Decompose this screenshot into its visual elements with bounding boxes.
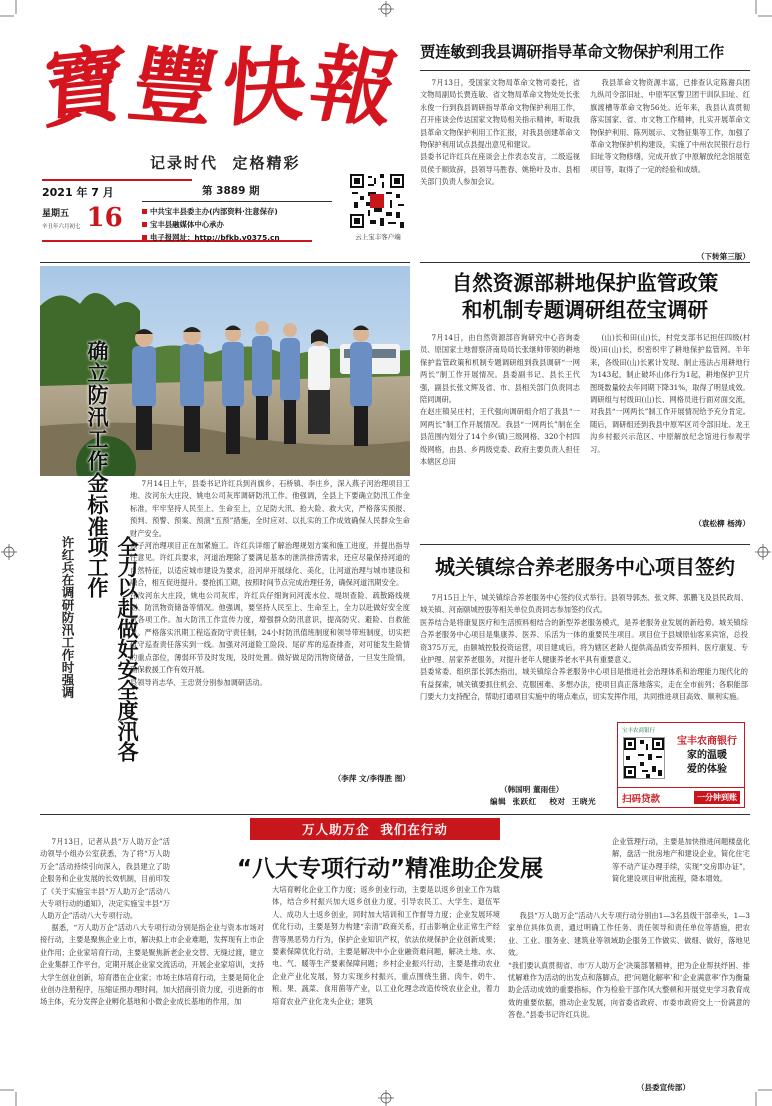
- weekday: 星期五: [42, 209, 70, 219]
- bank-ad-tag-right: 一分钟到账: [694, 791, 740, 804]
- logo-char: 快: [217, 34, 311, 139]
- issue-number: 第 3889 期: [202, 185, 260, 197]
- bank-ad-tag-left: 扫码贷款: [622, 793, 661, 805]
- lunar-date: 辛丑年六月初七: [42, 224, 81, 230]
- bank-ad-line: 爱的体验: [687, 764, 727, 775]
- masthead-slogan: 记录时代 定格精彩: [150, 154, 301, 172]
- logo-char: 報: [301, 33, 408, 139]
- headline-part: 全力以赴做好安全度汛各项工作: [85, 536, 139, 762]
- title-line: 自然资源部耕地保护监管政策: [451, 271, 719, 295]
- section-banner-text: 万人助万企 我们在行动: [302, 822, 448, 837]
- article-land-col1: 7月14日，由自然资源部咨询研究中心咨询委员、原国家土地督察济南局局长张继帅带领的耕地保护监管政策和机制专题调研组到我县调研“一网两长”制工作开展情况。县委副书记、县长王代强，副县长张文辉及省、市、县相关部门负责同志陪同调研。 在赵庄镇吴庄村，王代强向调研组介绍了我县“一网两长”制工作开展情况。我县“一网两长”制在全县范围内划分了14个乡(镇)三级网格、320个村四级网格，由县、乡两级党委、政府主要负责人担任本辖区总田: [420, 333, 580, 467]
- article-enterprise-col3: [508, 910, 750, 1100]
- article-land: [420, 270, 750, 540]
- article-elder-body: 7月15日上午，城关镇综合养老服务中心签约仪式举行。县领导郭杰、张文辉、郭鹏飞及县民政局、城关镇、河南颐城控股等相关单位负责同志参加签约仪式。 医养结合是将康复医疗和生活照料相结合的新型养老服务模式，是养老服务业发展的新趋势。城关镇综合养老服务中心项目是集康养、医养、乐活为一体的重要民生项目。项目位于县城原仙客来宾馆，总投资375万元，由颐城控股投资运营，项目建成后，将为辖区老龄人提供高品质安养照料、医疗康复、专业护理、居家养老服务，对提升老年人健康养老水平具有重要意义。 县委常委、组织部长郭杰指出，城关镇综合养老服务中心项目是推进社会治理体系和治理能力现代化的有益探索，城关镇要抓住机会、克服困难、多想办法，使项目真正落地落实，走在全市前列；各职能部门要大力支持配合，帮助打通项目实施中的堵点难点，切实发挥作用，共同推进项目高效、顺利实施。: [420, 593, 748, 702]
- sponsor-line: 中共宝丰县委主办(内部资料·注意保存): [142, 205, 332, 218]
- bank-ad-name: 宝丰农商银行: [677, 736, 737, 747]
- article-enterprise-col2: 大培育孵化企业工作力度；返乡创业行动，主要是以返乡创业工作为载体，结合乡村振兴加大返乡创业力度，引导农民工、大学生、退伍军人、成功人士返乡创业，同时加大培训和工作督导力度；企业发展环境优化行动，主要是努力构建“亲清”政商关系，打击影响企业正常生产经营等黑恶势力行为，保护企业知识产权，依法依规保护企业创新成果；要素保障优化行动，主要是解决中小企业融资难问题，解决土地、水、电、气、暖等生产要素保障问题；乡村企业振兴行动，主要是推动农业企业产业化发展，努力实现乡村振兴，重点围绕生猪、肉牛、奶牛、粮、果、蔬菜、食用菌等产业，以工业化理念改造传统农业企业，着力培育农业产业化龙头企业；建筑: [272, 885, 500, 1006]
- article-jia-title: 贾连敏到我县调研指导革命文物保护利用工作: [420, 43, 725, 61]
- sponsor-line: 宝丰县融媒体中心承办: [142, 218, 332, 231]
- date-block: [42, 184, 134, 238]
- qr-code[interactable]: [350, 174, 404, 228]
- article-flood: [130, 478, 410, 798]
- article-enterprise-col1: 据悉，“万人助万企”活动八大专项行动分别是指企业与资本市场对接行动，主要是聚焦企业上市，解决拟上市企业难题，发挥现有上市企业作用；企业家培育行动，主要是聚焦新老企业交替、无缝过渡，建立企业集群工作平台，定期开展企业家交流活动，开展企业家培训，支持大学生创业创新，培育潜在企业家；市场主体培育行动，主要是简化企业创办注册程序，压缩证照办理时间，加大招商引资力度，引进新的市场主体，充分发挥企业孵化基地和小微企业成长基地的作用，加: [40, 923, 264, 1007]
- article-flood-headline: [58, 340, 139, 776]
- masthead: [40, 24, 410, 254]
- article-elder-byline: （韩国明 董雨佳）: [500, 785, 564, 794]
- logo-char: 寶: [40, 32, 128, 142]
- article-jia-col1: 7月13日，受国家文物局革命文物司委托，省文物局副局长贾连敏、省文物局革命文物处处长张永俊一行到我县调研指导革命文物保护利用工作，召开座谈会传达国家文物局相关指示精神，听取我县革命文物保护利用工作汇报，对我县创建革命文物保护利用试点县提出意见和建议。 县委书记许红兵在座谈会上作表态发言，二级巡视员侯千顺致辞，县领导马胜春、姚艳叶及市、县相关部门负责人参加会议。: [420, 78, 580, 187]
- article-elder-continued: [420, 718, 610, 719]
- article-elder-tail: [420, 718, 610, 719]
- bank-ad[interactable]: [617, 722, 745, 808]
- article-jia-continued: （下转第三版）: [696, 252, 750, 261]
- headline-part: 确立防汛工作金标准: [85, 340, 109, 538]
- qr-caption: 云上宝丰客户端: [355, 233, 401, 241]
- article-land-title: [420, 270, 750, 324]
- issue-block: [142, 183, 332, 244]
- article-elder-title: 城关镇综合养老服务中心项目签约: [435, 555, 735, 579]
- article-enterprise-col3-rest: 我县“万人助万企”活动八大专项行动分别由1—3名县级干部牵头，1—3家单位具体负责，通过明确工作任务、责任领导和责任单位等措施，把农业、工业、服务业、建筑业等领域助企服务工作做实、做细、做好，落地见效。 “我们要认真贯彻省、市‘万人助万企’决策部署精神，把为企业帮扶纾困、排忧解难作为活动的出发点和落脚点，把‘问题化解率’和‘企业满意率’作为衡量助企活动成效的重要指标，作为检验干部作风大整顿和开展党史学习教育成效的重要依据，推动企业发展，向省委省政府、市委市政府交上一份满意的答卷。”县委书记许红兵说。: [508, 911, 750, 1020]
- masthead-logo: [40, 32, 408, 142]
- article-land-col2: (山)长和田(山)长，村党支部书记担任四级(村级)田(山)长，织密织牢了耕地保护监管网。半年来，各级田(山)长累计发现、制止违法占用耕地行为143起，制止破坏山体行为1起，耕地保护卫片图斑数量较去年同期下降31%，取得了明显成效。 调研组与村级田(山)长、网格员进行面对面交流，对我县“一网两长”制工作开展情况给予充分肯定。随后，调研组还到我县中原军区司令部旧址、龙王沟乡村振兴示范区、中原解放纪念馆进行参观学习。: [590, 333, 750, 454]
- editors-line: 编辑 张跃红 校对 王晓光: [490, 797, 597, 806]
- bank-ad-line: 家的温暖: [687, 750, 727, 761]
- article-land-byline: （袁松柳 杨涛）: [694, 519, 750, 528]
- article-jia-col2: 我县革命文物资源丰富，已排查认定陈谢兵团九纵司令部旧址、中原军区警卫团干训队旧址、红旗渡槽等革命文物56处。近年来，我县认真贯彻落实国家、省、市文物工作精神，扎实开展革命文物保护利用、陈列展示、文物征集等工作，加强了革命文物保护机构建设，实施了中州农民银行总行旧址等文物修缮，完成开放了中原解放纪念馆展览项目等，取得了一定的经验和成绩。: [590, 78, 750, 174]
- article-flood-subtitle: 许红兵在调研防汛工作时强调: [60, 536, 75, 699]
- article-enterprise-col1-top: 7月13日，记者从县“万人助万企”活动领导小组办公室获悉，为了将“万人助万企”活动持续引向深入，我县建立了助企服务和企业发展的长效机制，目前印发了《关于实施宝丰县“万人助万企”活动八大专项行动的通知》，决定实施宝丰县“万人助万企”活动八大专项行动。: [40, 837, 170, 921]
- website-line[interactable]: 电子报网址：http://bfkb.v0375.cn: [142, 231, 332, 244]
- article-jia: [420, 40, 750, 260]
- article-enterprise-byline: （县委宣传部）: [636, 1083, 690, 1092]
- day-number: 16: [86, 203, 123, 233]
- date-year-month: 2021 年 7 月: [42, 186, 114, 199]
- title-line: 和机制专题调研组莅宝调研: [462, 298, 708, 322]
- section-banner: [250, 818, 500, 840]
- logo-char: 豐: [121, 34, 227, 139]
- article-enterprise-title: “八大专项行动”精准助企发展: [236, 856, 544, 882]
- article-enterprise-col3-top: 企业管理行动，主要是加快推进问题楼盘化解，盘活一批房地产和建设企业，简化住宅等不动产证办理手续，实现“交房即办证”，简化建设项目审批流程，降本增效。: [612, 837, 750, 884]
- bank-ad-qr[interactable]: [623, 737, 665, 779]
- bank-ad-brand: 宝丰农商银行: [622, 728, 656, 734]
- article-flood-body: 7月14日上午，县委书记许红兵到肖旗乡、石桥镇、李庄乡，深入燕子河治理项目工地、汝河东大庄段、姚电公司灰库调研防汛工作。他强调，全县上下要确立防汛工作金标准，牢牢坚持人民至上、生命至上，立足防大汛、抢大险、救大灾，严格落实预报、预判、预警、预案、预演“五预”措施，全时应对、以扎实的工作成效确保人民群众生命财产安全。 燕子河治理项目正在加紧施工。许红兵详细了解治理规划方案和施工进度，并提出指导性意见。许红兵要求，河道治理除了要满足基本的泄洪排涝需求，还应尽量保持河道的自然特征，以适应城市建设为要求，沿河岸开展绿化、美化，让河道治理与城市建设和融合，相互促进提升。要抢抓工期，按照时间节点完成治理任务，确保河道汛期安全。 在汝河东大庄段，姚电公司灰库，许红兵仔细询问河流水位、堤坝查险、疏散路线规划、防汛物资储备等情况。他强调，要坚持人民至上、生命至上，全力以赴做好安全度汛各项工作。加大防汛工作宣传力度，增强群众防汛意识，提高防灾、避险、自救能力。严格落实汛期工程巡查防守责任制，24小时防汛值班制度和领导带班制度，切实把值守巡查责任落实到一线。加强对河道险工险段、尾矿库的巡查排查，对可能发生险情的重点部位，薄弱环节及时发现，及时处置。做好做足防汛物资储备，一旦发生险情，确保救援工作有效开展。 县领导肖志华、王忠贤分别参加调研活动。: [130, 479, 410, 687]
- article-flood-byline: （李萍 文/李得胜 图）: [333, 774, 410, 783]
